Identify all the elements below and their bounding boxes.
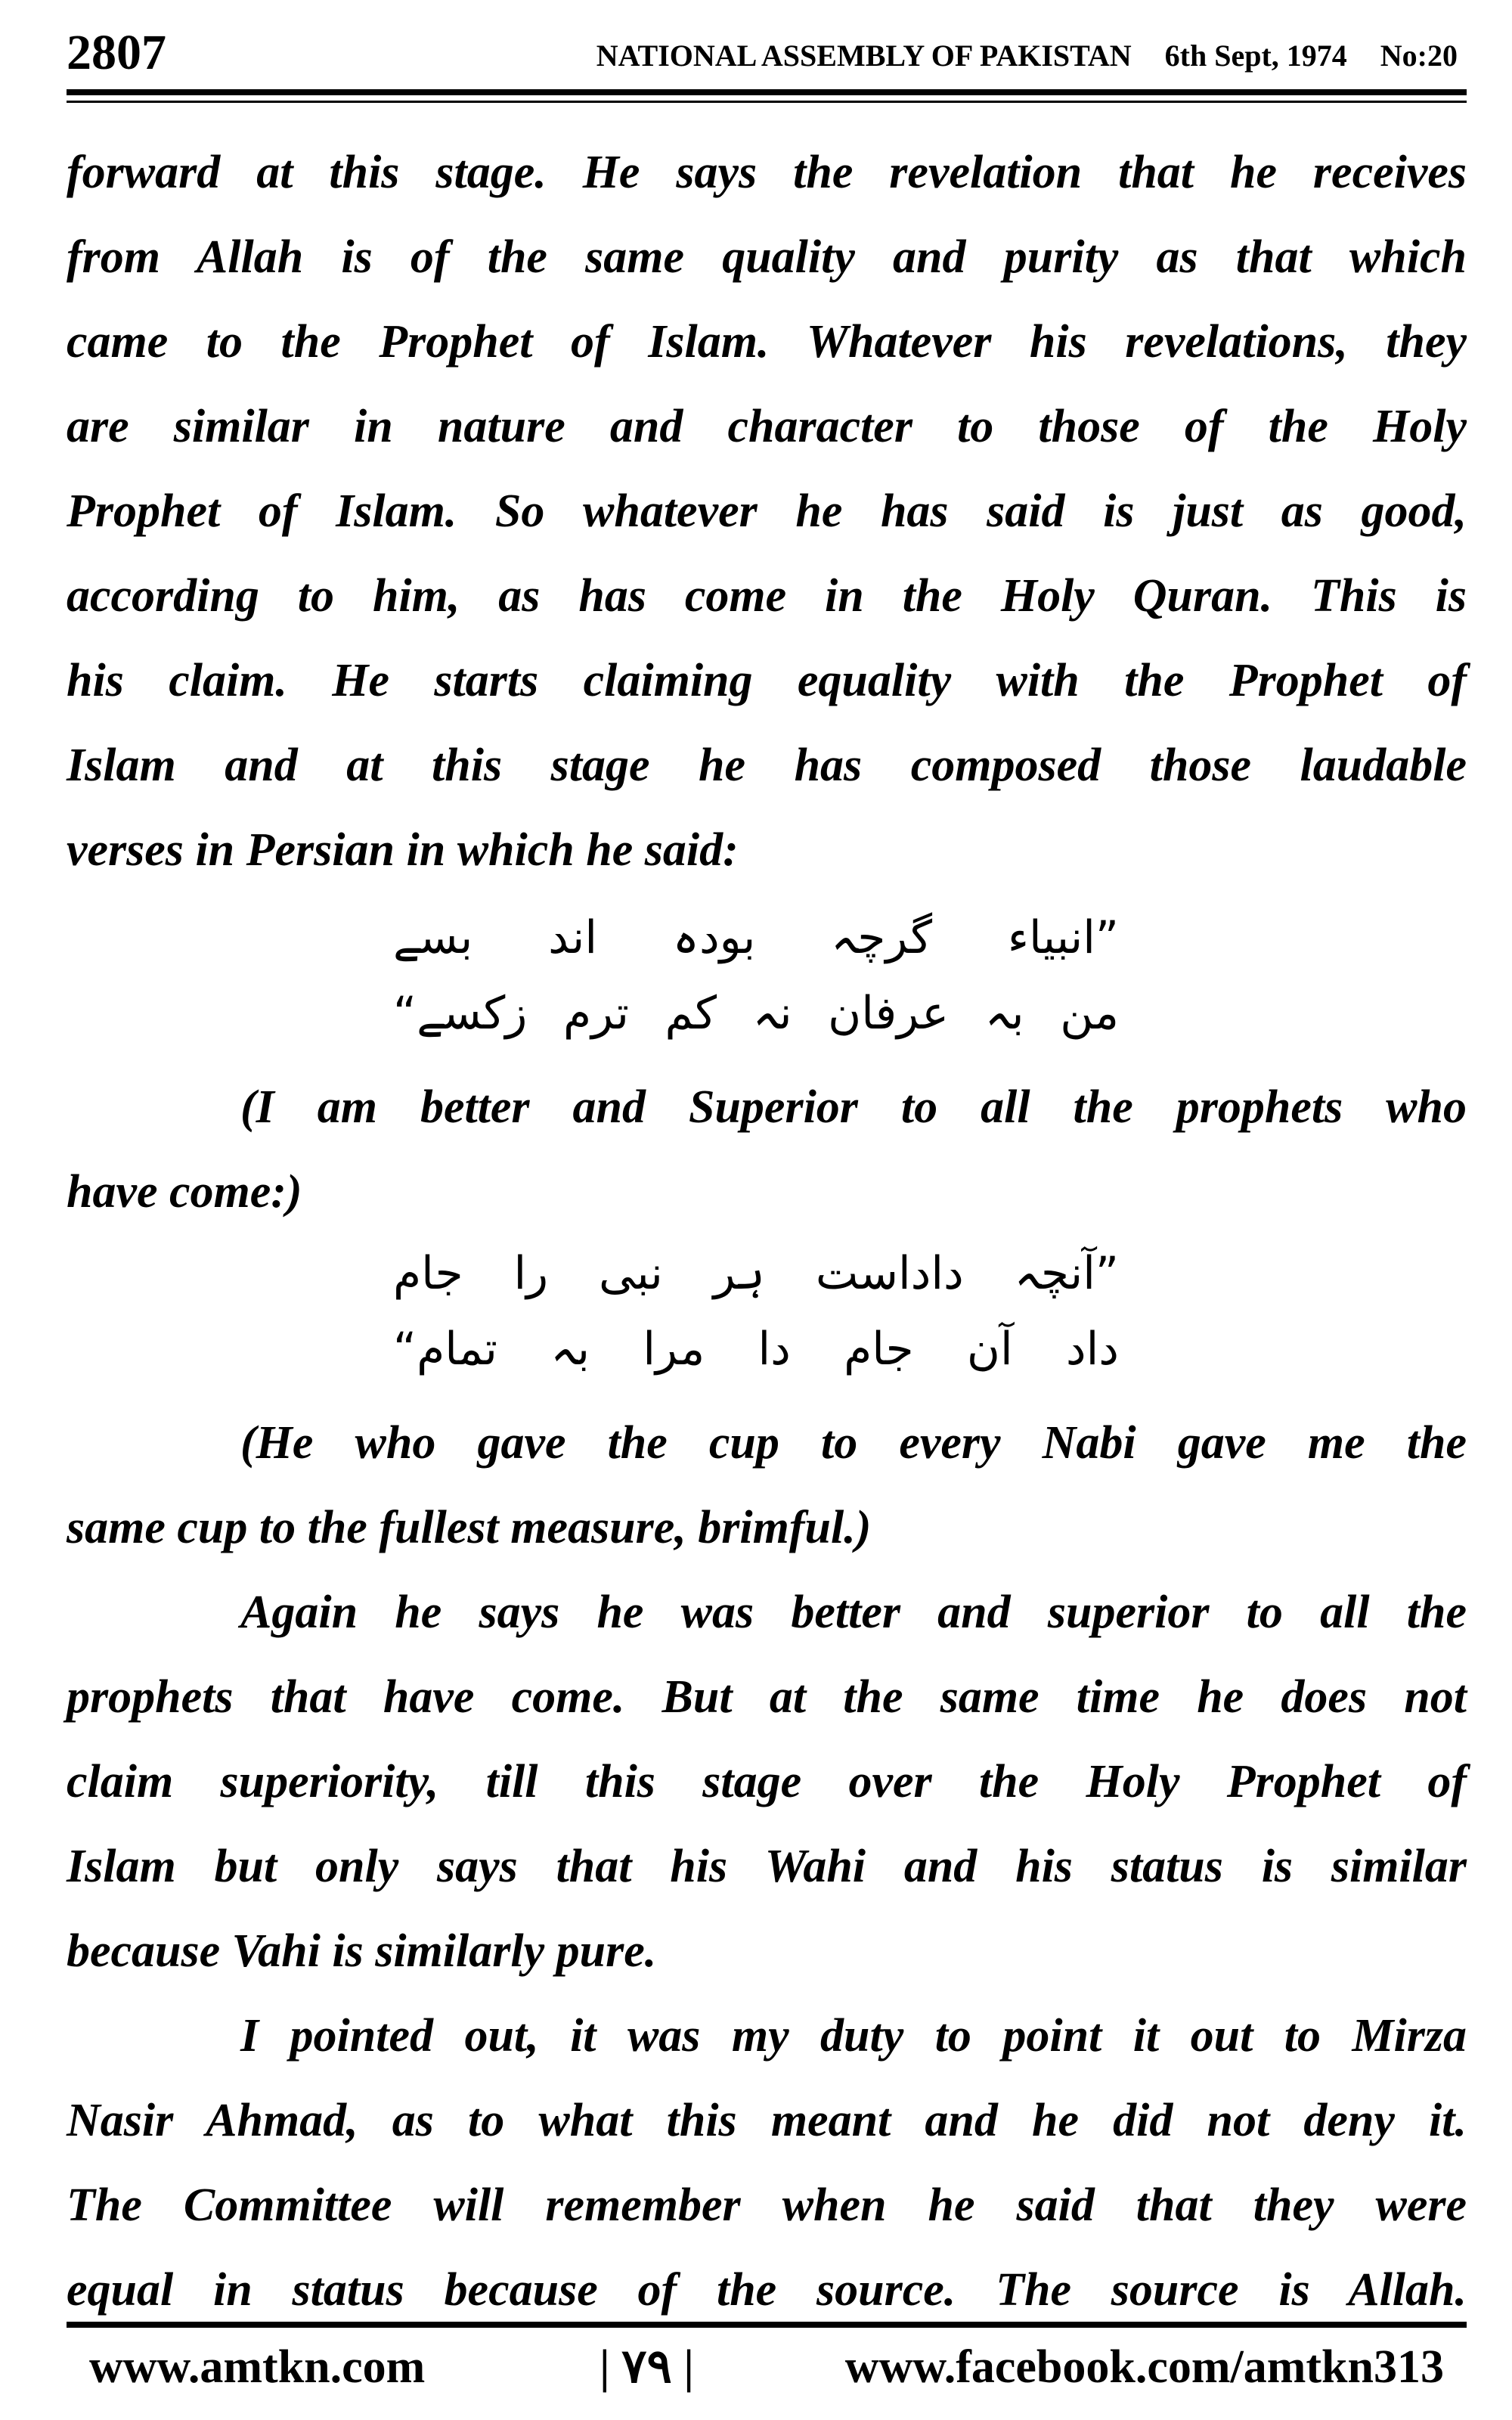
verse-line [393, 1236, 1119, 1311]
facebook-link[interactable]: www.facebook.com/amtkn313 [844, 2341, 1444, 2393]
text-line: verses in Persian in which he said: [67, 824, 739, 876]
verse-word: اند [548, 911, 598, 964]
text-line: (I am better and Superior to all the prophets who [240, 1081, 1467, 1133]
page-number: 2807 [67, 25, 166, 80]
issue-number: No:20 [1380, 39, 1458, 73]
verse-word: داداست [815, 1247, 964, 1300]
persian-verse-2 [393, 1236, 1119, 1387]
verse-word: داد [1065, 1323, 1119, 1376]
text-line: forward at this stage. He says the revelation that he receives [67, 147, 1467, 198]
text-line: have come:) [67, 1166, 302, 1218]
text-line: prophets that have come. But at the same time he does not [67, 1671, 1467, 1723]
text-line: Prophet of Islam. So whatever he has said is just as good, [67, 486, 1467, 537]
text-line: (He who gave the cup to every Nabi gave me the [240, 1417, 1467, 1469]
footer-page-marker: | ۷۹ | [600, 2341, 694, 2393]
header-rule-thick [67, 89, 1467, 95]
page-header [67, 23, 1458, 83]
paragraph-2 [67, 1570, 1467, 1993]
verse-word: بسے [393, 911, 473, 964]
verse-word: تمام“ [393, 1323, 497, 1376]
assembly-name: NATIONAL ASSEMBLY OF PAKISTAN [596, 39, 1132, 73]
text-line: because Vahi is similarly pure. [67, 1925, 657, 1977]
verse-line [393, 1311, 1119, 1387]
paragraph-1 [67, 130, 1467, 892]
verse-word: آن [966, 1323, 1013, 1376]
text-line: The Committee will remember when he said that they were [67, 2180, 1467, 2231]
page-footer [67, 2337, 1467, 2397]
verse-line [393, 900, 1119, 976]
text-line: came to the Prophet of Islam. Whatever his revelations, they [67, 316, 1467, 368]
text-line: Again he says he was better and superior to all the [240, 1587, 1467, 1638]
session-date: 6th Sept, 1974 [1164, 39, 1347, 73]
header-rule-thin [67, 101, 1467, 103]
text-line: his claim. He starts claiming equality with the Prophet of [67, 655, 1467, 706]
text-line: equal in status because of the source. The source is Allah. [67, 2264, 1467, 2316]
verse-word: بہ [984, 987, 1024, 1040]
translation-2 [67, 1401, 1467, 1570]
text-line: Nasir Ahmad, as to what this meant and he did not deny it. [67, 2095, 1467, 2146]
text-line: are similar in nature and character to those of the Holy [67, 401, 1467, 452]
paragraph-3 [67, 1993, 1467, 2332]
verse-word: کم [665, 987, 717, 1040]
text-line: claim superiority, till this stage over the Holy Prophet of [67, 1756, 1467, 1807]
verse-word: عرفان [828, 987, 950, 1040]
text-line: from Allah is of the same quality and purity as that which [67, 231, 1467, 283]
verse-word: گرچہ [831, 911, 933, 964]
header-info [571, 33, 1458, 79]
verse-word: ”انبیاء [1007, 911, 1119, 964]
website-link[interactable]: www.amtkn.com [89, 2341, 426, 2393]
verse-word: نہ [752, 987, 792, 1040]
verse-word: ہر [713, 1247, 765, 1300]
persian-verse-1 [393, 900, 1119, 1051]
verse-word: بودہ [672, 911, 756, 964]
verse-word: بہ [550, 1323, 590, 1376]
verse-word: جام [393, 1247, 463, 1300]
verse-word: مرا [643, 1323, 705, 1376]
verse-word: زکسے“ [393, 987, 528, 1040]
verse-word: را [513, 1247, 549, 1300]
text-line: same cup to the fullest measure, brimful.) [67, 1502, 872, 1553]
verse-word: ”آنچہ [1014, 1247, 1119, 1300]
text-line: I pointed out, it was my duty to point it out to Mirza [240, 2010, 1467, 2062]
text-line: according to him, as has come in the Holy Quran. This is [67, 570, 1467, 622]
text-line: Islam but only says that his Wahi and his status is similar [67, 1841, 1467, 1892]
verse-word: دا [758, 1323, 791, 1376]
translation-1 [67, 1065, 1467, 1234]
verse-word: جام [844, 1323, 914, 1376]
verse-word: من [1060, 987, 1119, 1040]
verse-word: ترم [562, 987, 629, 1040]
verse-word: نبی [598, 1247, 663, 1300]
verse-line [393, 976, 1119, 1051]
footer-rule [67, 2322, 1467, 2328]
text-line: Islam and at this stage he has composed those laudable [67, 740, 1467, 791]
